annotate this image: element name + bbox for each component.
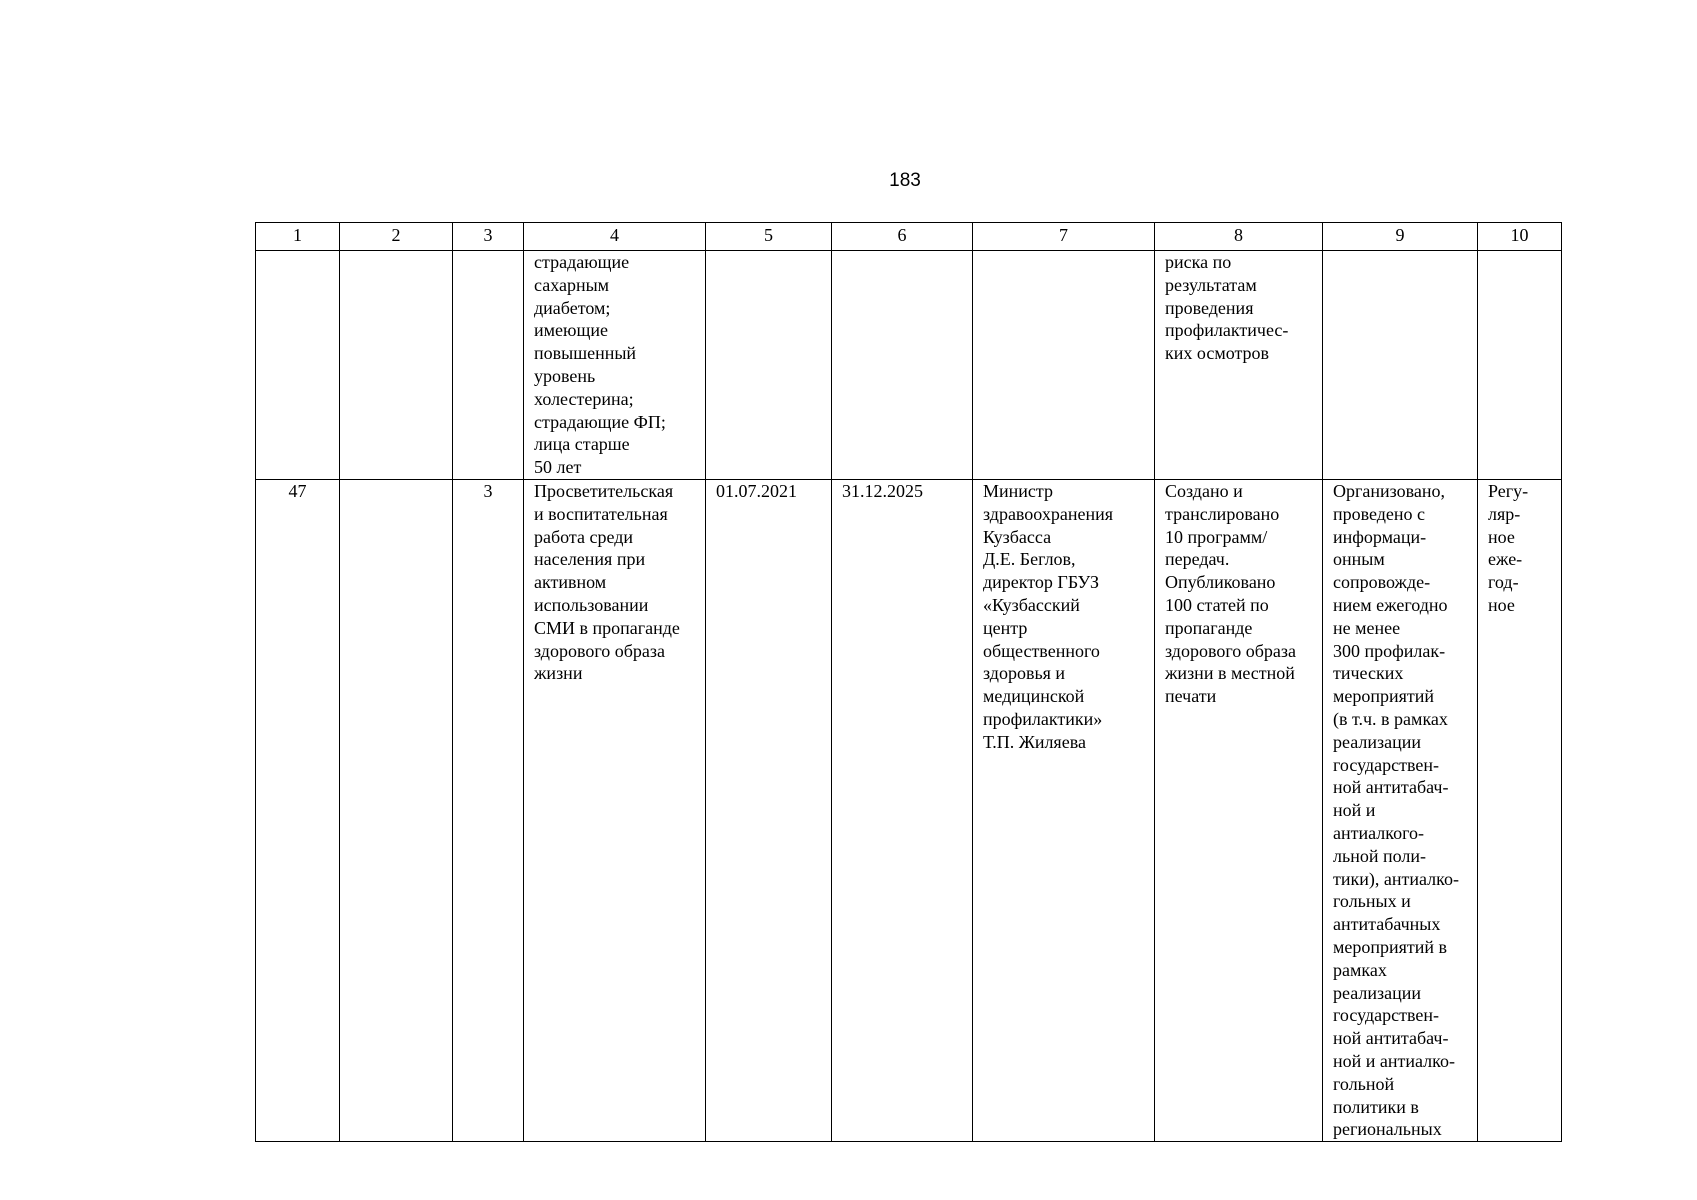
column-header: 4 [524, 223, 706, 251]
table-cell: риска по результатам проведения профилактичес- ких осмотров [1155, 251, 1323, 480]
table-cell [340, 251, 453, 480]
column-header: 8 [1155, 223, 1323, 251]
table-row [256, 251, 1562, 480]
plan-table [255, 222, 1562, 1142]
row-number-cell: 47 [256, 480, 340, 1142]
column-header: 7 [973, 223, 1155, 251]
result-cell: Создано и транслировано 10 программ/ передач. Опубликовано 100 статей по пропаганде здорового образа жизни в местной печати [1155, 480, 1323, 1142]
responsible-cell: Министр здравоохранения Кузбасса Д.Е. Беглов, директор ГБУЗ «Кузбасский центр общественного здоровья и медицинской профилактики» Т.П. Жиляева [973, 480, 1155, 1142]
table-cell [453, 251, 524, 480]
column-header: 6 [832, 223, 973, 251]
table-cell [256, 251, 340, 480]
activity-cell: Просветительская и воспитательная работа среди населения при активном использовании СМИ в пропаганде здорового образа жизни [524, 480, 706, 1142]
column-header: 5 [706, 223, 832, 251]
column-header: 2 [340, 223, 453, 251]
end-date-cell: 31.12.2025 [832, 480, 973, 1142]
table-cell: страдающие сахарным диабетом; имеющие повышенный уровень холестерина; страдающие ФП; лица старше 50 лет [524, 251, 706, 480]
table-cell [340, 480, 453, 1142]
frequency-cell: Регу- ляр- ное еже- год- ное [1478, 480, 1562, 1142]
column-header: 10 [1478, 223, 1562, 251]
column-header: 3 [453, 223, 524, 251]
outcome-cell: Организовано, проведено с информаци- онным сопровожде- нием ежегодно не менее 300 профилак- тических мероприятий (в т.ч. в рамках реализации государствен- ной антитабач- ной и антиалкого- льной поли- тики), антиалко- гольных и антитабачных мероприятий в рамках реализации государствен- ной антитабач- ной и антиалко- гольной политики в региональных [1323, 480, 1478, 1142]
table-cell [1478, 251, 1562, 480]
table-cell [1323, 251, 1478, 480]
table-cell [832, 251, 973, 480]
page-number: 183 [889, 170, 921, 191]
column-header: 1 [256, 223, 340, 251]
table-header-row [256, 223, 1562, 251]
column-header: 9 [1323, 223, 1478, 251]
table-cell: 3 [453, 480, 524, 1142]
table-row [256, 480, 1562, 1142]
table-cell [973, 251, 1155, 480]
start-date-cell: 01.07.2021 [706, 480, 832, 1142]
table-cell [706, 251, 832, 480]
